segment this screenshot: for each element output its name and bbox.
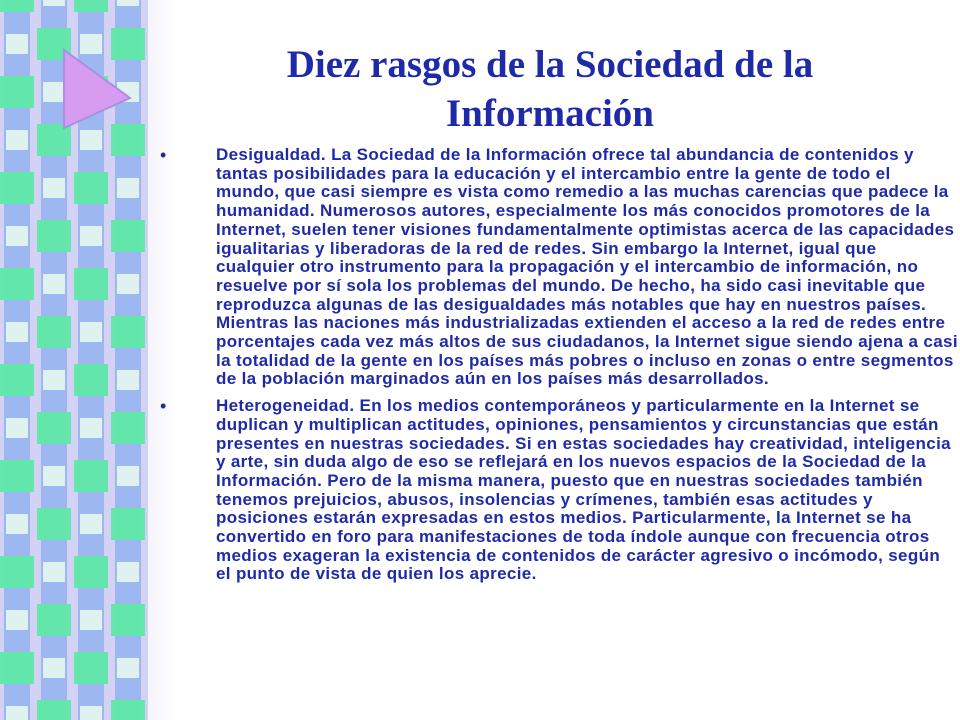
band-block-light bbox=[80, 610, 102, 630]
band-block-light bbox=[43, 658, 65, 678]
band-block bbox=[37, 700, 71, 720]
band-block bbox=[0, 364, 34, 396]
band-block-light bbox=[6, 34, 28, 54]
band-block-light bbox=[6, 322, 28, 342]
band-block-light bbox=[6, 226, 28, 246]
band-block bbox=[111, 700, 145, 720]
band-block-light bbox=[117, 0, 139, 6]
band-block-light bbox=[80, 322, 102, 342]
band-block-light bbox=[6, 514, 28, 534]
band-block-light bbox=[43, 466, 65, 486]
band-block-light bbox=[80, 130, 102, 150]
band-block bbox=[37, 508, 71, 540]
band-block-light bbox=[80, 706, 102, 720]
band-block bbox=[74, 460, 108, 492]
band-block bbox=[0, 268, 34, 300]
band-block-light bbox=[43, 0, 65, 6]
band-block bbox=[74, 172, 108, 204]
band-block bbox=[37, 604, 71, 636]
band-block bbox=[111, 604, 145, 636]
band-block-light bbox=[6, 706, 28, 720]
bullet-text: Heterogeneidad. En los medios contemporáneos y particularmente en la Internet se duplican y multiplican actitudes, opiniones, pensamientos y circunstancias que están presentes en nuestras sociedades. Si en estas sociedades hay creatividad, inteligencia y arte, sin duda algo de eso se reflejará en los nuevos espacios de la Sociedad de la Información. Pero de la misma manera, puesto que en nuestras sociedades también tenemos prejuicios, abusos, insolencias y crímenes, también esas actitudes y posiciones estarán expresadas en estos medios. Particularmente, la Internet se ha convertido en foro para manifestaciones de toda índole aunque con frecuencia otros medios exageran la existencia de contenidos de carácter agresivo o incómodo, según el punto de vista de quien los aprecie. bbox=[216, 396, 951, 584]
band-block bbox=[37, 316, 71, 348]
band-block-light bbox=[43, 178, 65, 198]
band-block bbox=[37, 220, 71, 252]
band-block-light bbox=[80, 514, 102, 534]
band-block-light bbox=[117, 658, 139, 678]
band-block bbox=[0, 76, 34, 108]
band-block bbox=[74, 556, 108, 588]
band-block bbox=[111, 220, 145, 252]
bullet-list bbox=[158, 146, 958, 592]
band-block bbox=[74, 0, 108, 12]
band-block bbox=[0, 652, 34, 684]
band-block-light bbox=[43, 82, 65, 102]
band-block-light bbox=[80, 226, 102, 246]
band-block bbox=[74, 652, 108, 684]
band-block-light bbox=[80, 34, 102, 54]
band-block bbox=[37, 412, 71, 444]
woven-pattern bbox=[0, 0, 148, 720]
band-block-light bbox=[6, 610, 28, 630]
band-block bbox=[37, 124, 71, 156]
band-block-light bbox=[43, 370, 65, 390]
band-block-light bbox=[6, 130, 28, 150]
slide-title: Diez rasgos de la Sociedad de la Información bbox=[286, 43, 814, 135]
list-item bbox=[158, 397, 958, 584]
band-block-light bbox=[43, 562, 65, 582]
band-block bbox=[0, 556, 34, 588]
band-block-light bbox=[117, 274, 139, 294]
band-block-light bbox=[117, 466, 139, 486]
band-block-light bbox=[117, 562, 139, 582]
bullet-dot-icon: • bbox=[160, 145, 167, 165]
band-block bbox=[111, 412, 145, 444]
band-block bbox=[0, 460, 34, 492]
band-block-light bbox=[80, 418, 102, 438]
band-block-light bbox=[117, 178, 139, 198]
band-block bbox=[74, 268, 108, 300]
band-block-light bbox=[6, 418, 28, 438]
list-item bbox=[158, 146, 958, 389]
decorative-band bbox=[0, 0, 148, 720]
bullet-dot-icon: • bbox=[160, 396, 167, 417]
band-block bbox=[111, 316, 145, 348]
band-block bbox=[111, 508, 145, 540]
band-block bbox=[0, 0, 34, 12]
band-block bbox=[0, 172, 34, 204]
band-block bbox=[111, 124, 145, 156]
band-block-light bbox=[43, 274, 65, 294]
band-block bbox=[111, 28, 145, 60]
band-block bbox=[74, 364, 108, 396]
bullet-text: Desigualdad. La Sociedad de la Información ofrece tal abundancia de contenidos y tantas posibilidades para la educación y el intercambio entre la gente de todo el mundo, que casi siempre es vista como remedio a las muchas carencias que padece la humanidad. Numerosos autores, especialmente los más conocidos promotores de la Internet, suelen tener visiones fundamentalmente optimistas acerca de las capacidades igualitarias y liberadoras de la red de redes. Sin embargo la Internet, igual que cualquier otro instrumento para la propagación y el intercambio de información, no resuelve por sí sola los problemas del mundo. De hecho, ha sido casi inevitable que reproduzca algunas de las desigualdades más notables que hay en nuestros países. Mientras las naciones más industrializadas extienden el acceso a la red de redes entre porcentajes cada vez más altos de sus ciudadanos, la Internet sigue siendo ajena a casi la totalidad de la gente en los países más pobres o incluso en zonas o entre segmentos de la población marginados aún en los países más desarrollados. bbox=[216, 145, 958, 389]
band-block-light bbox=[117, 370, 139, 390]
